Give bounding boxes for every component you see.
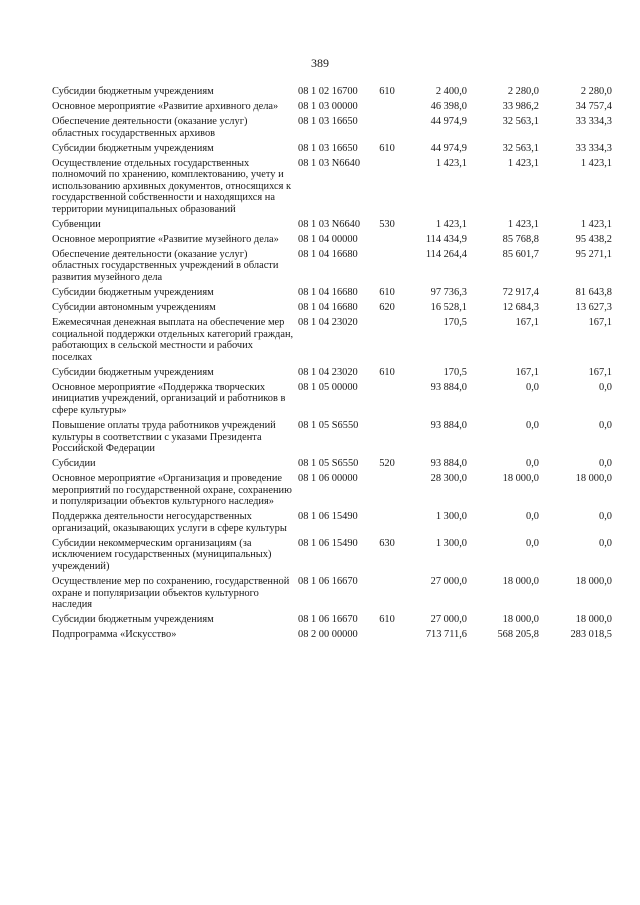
row-name: Субсидии бюджетным учреждениям [52, 86, 214, 97]
row-code: 08 1 06 16670 [298, 614, 358, 626]
row-code: 08 1 04 23020 [298, 366, 358, 378]
row-name: Основное мероприятие «Развитие музейного дела» [52, 233, 279, 245]
row-amount-year-3: 33 334,3 [575, 115, 612, 127]
table-row [52, 101, 612, 116]
row-name: Субвенции [52, 218, 101, 230]
row-amount-year-3: 0,0 [599, 381, 612, 393]
row-amount-year-1: 27 000,0 [430, 614, 467, 626]
row-code: 08 1 02 16700 [298, 86, 358, 97]
row-amount-year-2: 0,0 [526, 381, 539, 393]
row-code: 08 1 04 23020 [298, 317, 358, 328]
row-expense-type: 610 [379, 86, 395, 97]
row-expense-type [372, 420, 402, 458]
row-amount-year-2: 1 423,1 [507, 218, 539, 230]
row-amount-year-1: 170,5 [443, 317, 467, 328]
row-name: Ежемесячная денежная выплата на обеспечение мер социальной поддержки отдельных категорий граждан, работающих в сельской местности и рабочих поселках [52, 317, 294, 363]
row-amount-year-1: 93 884,0 [430, 458, 467, 470]
table-row [52, 367, 612, 382]
table-row [52, 614, 612, 629]
budget-table [52, 86, 612, 644]
row-name: Основное мероприятие «Поддержка творческих инициатив учреждений, организаций и работников в сфере культуры» [52, 381, 286, 416]
row-amount-year-2: 18 000,0 [502, 614, 539, 626]
row-expense-type [372, 511, 402, 538]
row-code: 08 1 05 S6550 [298, 458, 359, 470]
table-row [52, 629, 612, 644]
row-amount-year-1: 1 423,1 [435, 157, 467, 169]
row-name: Осуществление мер по сохранению, государственной охране и популяризации объектов культурного наследия [52, 576, 290, 611]
row-amount-year-1: 1 423,1 [435, 218, 467, 230]
row-expense-type: 620 [379, 302, 395, 314]
row-code: 08 1 03 N6640 [298, 218, 361, 230]
row-expense-type: 610 [379, 287, 395, 299]
row-amount-year-2: 2 280,0 [507, 86, 539, 97]
row-amount-year-2: 72 917,4 [502, 287, 539, 299]
row-code: 08 1 05 00000 [298, 381, 358, 393]
budget-table-body [52, 86, 612, 644]
table-row [52, 473, 612, 511]
row-name: Субсидии некоммерческим организациям (за исключением государственных (муниципальных) учреждений) [52, 537, 272, 573]
table-row [52, 302, 612, 317]
row-amount-year-1: 1 300,0 [435, 537, 467, 549]
row-code: 08 1 03 16650 [298, 142, 358, 154]
row-amount-year-2: 18 000,0 [502, 576, 539, 587]
row-code: 08 1 06 00000 [298, 473, 358, 485]
table-row [52, 382, 612, 420]
row-amount-year-3: 33 334,3 [575, 142, 612, 154]
row-amount-year-1: 28 300,0 [430, 473, 467, 485]
row-amount-year-3: 0,0 [599, 419, 612, 431]
row-amount-year-2: 167,1 [515, 317, 539, 328]
table-row [52, 538, 612, 576]
table-row [52, 458, 612, 473]
row-amount-year-1: 713 711,6 [425, 629, 467, 641]
row-expense-type [372, 317, 402, 367]
row-amount-year-2: 33 986,2 [502, 100, 539, 112]
row-amount-year-3: 18 000,0 [575, 614, 612, 626]
row-amount-year-1: 2 400,0 [435, 86, 467, 97]
row-name: Субсидии бюджетным учреждениям [52, 366, 214, 378]
row-name: Обеспечение деятельности (оказание услуг) областных государственных архивов [52, 115, 248, 139]
row-amount-year-3: 2 280,0 [580, 86, 612, 97]
row-amount-year-1: 114 264,4 [425, 248, 467, 260]
row-amount-year-1: 1 300,0 [435, 511, 467, 523]
row-expense-type [372, 101, 402, 116]
row-amount-year-1: 114 434,9 [425, 233, 467, 245]
row-amount-year-1: 44 974,9 [430, 115, 467, 127]
row-amount-year-2: 85 768,8 [502, 233, 539, 245]
row-amount-year-3: 0,0 [599, 537, 612, 549]
table-row [52, 234, 612, 249]
row-expense-type: 520 [379, 458, 395, 470]
row-amount-year-1: 46 398,0 [430, 100, 467, 112]
row-amount-year-2: 85 601,7 [502, 248, 539, 260]
row-amount-year-2: 18 000,0 [502, 473, 539, 485]
row-name: Субсидии бюджетным учреждениям [52, 614, 214, 626]
row-amount-year-2: 32 563,1 [502, 142, 539, 154]
row-amount-year-2: 32 563,1 [502, 115, 539, 127]
row-code: 08 1 06 15490 [298, 511, 358, 523]
row-expense-type [372, 473, 402, 511]
row-amount-year-1: 93 884,0 [430, 381, 467, 393]
row-expense-type [372, 158, 402, 219]
row-amount-year-3: 1 423,1 [580, 218, 612, 230]
row-amount-year-1: 16 528,1 [430, 302, 467, 314]
row-name: Повышение оплаты труда работников учреждений культуры в соответствии с указами Президента Российской Федерации [52, 419, 276, 455]
row-amount-year-3: 0,0 [599, 458, 612, 470]
table-row [52, 86, 612, 101]
table-row [52, 219, 612, 234]
row-amount-year-1: 170,5 [443, 366, 467, 378]
table-row [52, 143, 612, 158]
row-name: Поддержка деятельности негосударственных организаций, оказывающих услуги в сфере культуры [52, 511, 287, 534]
row-name: Субсидии автономным учреждениям [52, 302, 216, 314]
row-amount-year-2: 568 205,8 [497, 629, 539, 641]
row-amount-year-1: 97 736,3 [430, 287, 467, 299]
row-amount-year-2: 12 684,3 [502, 302, 539, 314]
row-name: Субсидии [52, 458, 96, 470]
row-code: 08 2 00 00000 [298, 629, 358, 641]
row-code: 08 1 03 16650 [298, 115, 358, 127]
row-expense-type [372, 234, 402, 249]
table-row [52, 511, 612, 538]
row-amount-year-2: 0,0 [526, 511, 539, 523]
table-row [52, 158, 612, 219]
row-amount-year-1: 93 884,0 [430, 419, 467, 431]
row-amount-year-3: 167,1 [588, 366, 612, 378]
row-code: 08 1 06 16670 [298, 576, 358, 587]
row-amount-year-3: 95 438,2 [575, 233, 612, 245]
row-amount-year-3: 34 757,4 [575, 100, 612, 112]
row-code: 08 1 04 00000 [298, 233, 358, 245]
row-amount-year-3: 1 423,1 [580, 157, 612, 169]
row-expense-type: 610 [379, 614, 395, 626]
row-code: 08 1 03 00000 [298, 100, 358, 112]
row-name: Основное мероприятие «Организация и проведение мероприятий по государственной охране, сохранению и популяризации объектов культурного наследия» [52, 473, 292, 508]
row-expense-type [372, 629, 402, 644]
row-amount-year-1: 44 974,9 [430, 142, 467, 154]
row-expense-type: 630 [379, 537, 395, 549]
row-name: Основное мероприятие «Развитие архивного дела» [52, 100, 279, 112]
row-expense-type [372, 382, 402, 420]
row-amount-year-2: 0,0 [526, 458, 539, 470]
row-amount-year-3: 13 627,3 [575, 302, 612, 314]
table-row [52, 576, 612, 614]
row-amount-year-3: 81 643,8 [575, 287, 612, 299]
row-name: Подпрограмма «Искусство» [52, 629, 177, 641]
row-amount-year-3: 0,0 [599, 511, 612, 523]
row-amount-year-3: 283 018,5 [570, 629, 612, 641]
row-expense-type: 610 [379, 142, 395, 154]
table-row [52, 116, 612, 143]
row-code: 08 1 04 16680 [298, 248, 358, 260]
row-amount-year-3: 18 000,0 [575, 473, 612, 485]
row-expense-type [372, 249, 402, 287]
row-name: Обеспечение деятельности (оказание услуг) областных государственных учреждений в области развития музейного дела [52, 248, 279, 284]
row-amount-year-3: 95 271,1 [575, 248, 612, 260]
row-amount-year-3: 18 000,0 [575, 576, 612, 587]
row-code: 08 1 04 16680 [298, 287, 358, 299]
row-amount-year-1: 27 000,0 [430, 576, 467, 587]
row-amount-year-2: 167,1 [515, 366, 539, 378]
row-expense-type [372, 116, 402, 143]
row-code: 08 1 03 N6640 [298, 157, 361, 169]
row-code: 08 1 06 15490 [298, 537, 358, 549]
table-row [52, 317, 612, 367]
page-number: 389 [311, 56, 329, 70]
row-expense-type: 610 [379, 366, 395, 378]
row-amount-year-2: 0,0 [526, 419, 539, 431]
table-row [52, 287, 612, 302]
table-row [52, 420, 612, 458]
row-amount-year-2: 1 423,1 [507, 157, 539, 169]
row-code: 08 1 05 S6550 [298, 419, 359, 431]
table-row [52, 249, 612, 287]
row-expense-type [372, 576, 402, 614]
row-amount-year-3: 167,1 [588, 317, 612, 328]
row-name: Субсидии бюджетным учреждениям [52, 142, 214, 154]
row-code: 08 1 04 16680 [298, 302, 358, 314]
row-amount-year-2: 0,0 [526, 537, 539, 549]
row-expense-type: 530 [379, 218, 395, 230]
row-name: Субсидии бюджетным учреждениям [52, 287, 214, 299]
row-name: Осуществление отдельных государственных полномочий по хранению, комплектованию, учету и использованию архивных документов, относящихся к государственной собственности и находящихся на территории муниципальных образований [52, 157, 292, 215]
